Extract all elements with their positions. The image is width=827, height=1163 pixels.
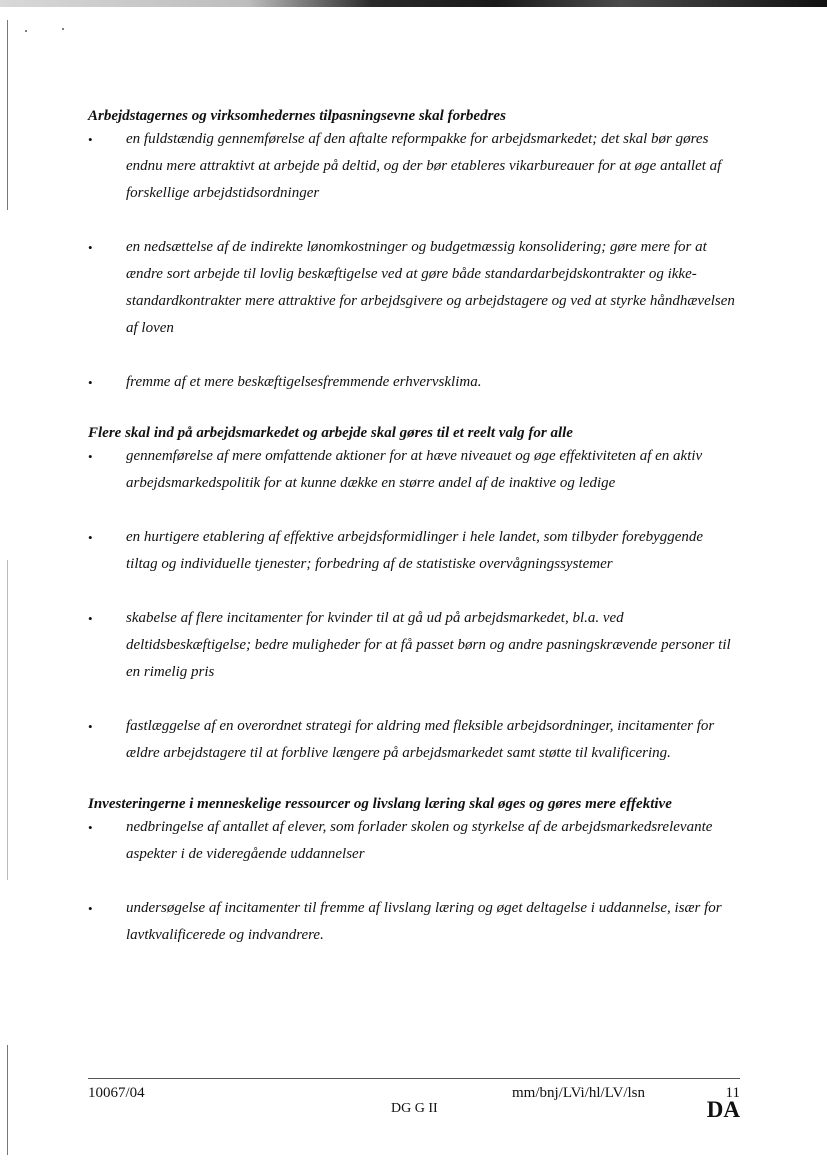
bullet-icon: • [88,449,93,464]
bullet-icon: • [88,240,93,255]
scan-margin-line [7,560,8,880]
bullet-icon: • [88,375,93,390]
doc-reference: mm/bnj/LVi/hl/LV/lsn [512,1085,646,1101]
list-item-text: skabelse af flere incitamenter for kvinder til at gå ud på arbejdsmarkedet, bl.a. ved deltidsbeskæftigelse; bedre muligheder for at få passet børn og andre pasningskrævende personer til en rimelig pris [126,610,731,680]
language-code: DA [706,1097,740,1122]
section-heading: Arbejdstagernes og virksomhedernes tilpasningsevne skal forbedres [88,108,506,124]
bullet-icon: • [88,132,93,147]
list-item [88,605,738,686]
bullet-icon: • [88,901,93,916]
section-labour-market [88,423,738,767]
scan-margin-line [7,20,8,210]
document-body [88,106,738,976]
section-adaptability [88,106,738,396]
bullet-list [88,443,738,767]
list-item-text: nedbringelse af antallet af elever, som forlader skolen og styrkelse af de arbejdsmarkedsrelevante aspekter i de videregående uddannelser [126,819,713,862]
list-item-text: fremme af et mere beskæftigelsesfremmende erhvervsklima. [126,374,482,390]
list-item-text: en hurtigere etablering af effektive arbejdsformidlinger i hele landet, som tilbyder forebyggende tiltag og individuelle tjenester; forbedring af de statistiske overvågningssystemer [126,529,704,572]
scan-margin-line [7,1045,8,1155]
list-item [88,895,738,949]
list-item-text: gennemførelse af mere omfattende aktioner for at hæve niveauet og øge effektiviteten af en aktiv arbejdsmarkedspolitik for at kunne dække en større andel af de inaktive og ledige [126,448,703,491]
section-heading: Flere skal ind på arbejdsmarkedet og arbejde skal gøres til et reelt valg for alle [88,425,573,441]
list-item [88,524,738,578]
list-item-text: en nedsættelse af de indirekte lønomkostninger og budgetmæssig konsolidering; gøre mere for at ændre sort arbejde til lovlig beskæftigelse ved at gøre både standardarbejdskontrakter og ikke-standardkontrakter mere attraktive for arbejdsgivere og arbejdstagere og ved at styrke håndhævelsen af loven [126,239,735,336]
list-item [88,369,738,396]
section-human-resources [88,794,738,949]
section-heading: Investeringerne i menneskelige ressourcer og livslang læring skal øges og gøres mere effektive [88,796,672,812]
list-item [88,443,738,497]
scan-top-edge [0,0,827,7]
list-item-text: en fuldstændig gennemførelse af den aftalte reformpakke for arbejdsmarkedet; det skal bør gøres endnu mere attraktivt at arbejde på deltid, og der bør etableres vikarbureauer for at øge antallet af forskellige arbejdstidsordninger [126,131,722,201]
list-item [88,126,738,207]
list-item [88,814,738,868]
page-number: 11 [725,1085,740,1101]
bullet-list [88,814,738,949]
list-item-text: fastlæggelse af en overordnet strategi for aldring med fleksible arbejdsordninger, incitamenter for ældre arbejdstagere til at forblive længere på arbejdsmarkedet samt støtte til kvalificering. [126,718,715,761]
bullet-icon: • [88,719,93,734]
doc-number: 10067/04 [88,1085,145,1101]
bullet-icon: • [88,820,93,835]
scan-speck [62,28,64,30]
scan-speck [25,30,27,32]
list-item [88,234,738,342]
bullet-icon: • [88,530,93,545]
list-item [88,713,738,767]
footer-rule [88,1078,740,1079]
bullet-icon: • [88,611,93,626]
list-item-text: undersøgelse af incitamenter til fremme af livslang læring og øget deltagelse i uddannelse, især for lavtkvalificerede og indvandrere. [126,900,722,943]
bullet-list [88,126,738,396]
directorate-code: DG G II [391,1101,438,1116]
